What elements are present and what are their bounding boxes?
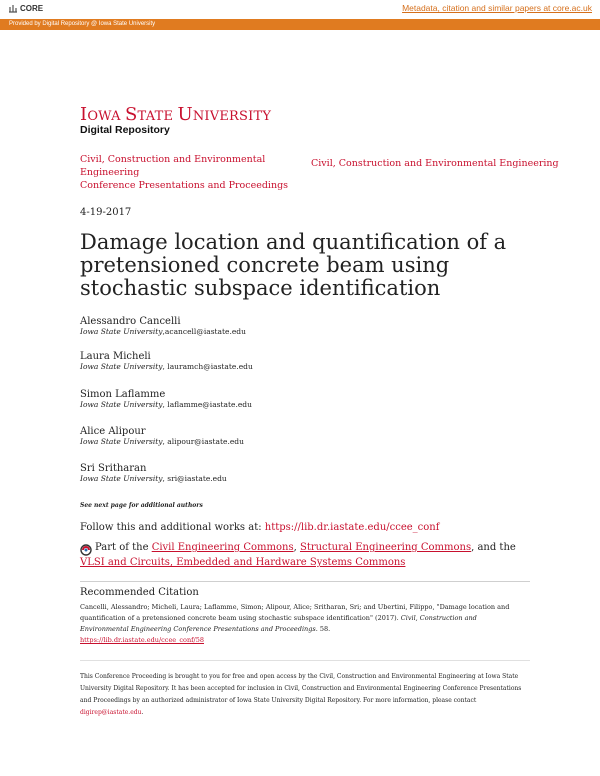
author-block xyxy=(80,426,244,446)
citation-text: Cancelli, Alessandro; Micheli, Laura; Laflamme, Simon; Alipour, Alice; Sritharan, Sri; and Ubertini, Filippo, "Damage location and quantification of a pretensioned concrete beam using stochastic subspace identification" (2017). Civil, Construction and Environmental Engineering Conference Presentations and Proceedings. 58. https://lib.dr.iastate.edu/ccee_conf/58 xyxy=(80,603,510,644)
author-affiliation: Iowa State University, lauramch@iastate.edu xyxy=(80,362,253,371)
author-affiliation: Iowa State University,acancell@iastate.edu xyxy=(80,327,246,336)
core-logo[interactable] xyxy=(8,3,43,13)
author-affiliation: Iowa State University, laflamme@iastate.edu xyxy=(80,400,252,409)
part-of-line: Part of the Civil Engineering Commons, Structural Engineering Commons, and the VLSI and Circuits, Embedded and Hardware Systems Commons xyxy=(80,542,516,568)
footer-text: This Conference Proceeding is brought to you for free and open access by the Civil, Construction and Environmental Engineering at Iowa State University Digital Repository. It has been accepted for inclusion in Civil, Construction and Environmental Engineering Conference Presentations and Proceedings by an authorized administrator of Iowa State University Digital Repository. For more information, please contact digirep@iastate.edu. xyxy=(80,673,522,716)
publication-date: 4-19-2017 xyxy=(80,207,132,218)
follow-link[interactable]: https://lib.dr.iastate.edu/ccee_conf xyxy=(264,522,440,533)
recommended-citation-heading: Recommended Citation xyxy=(80,587,199,598)
footer-divider xyxy=(80,660,530,661)
section-divider xyxy=(80,581,530,582)
see-next-page-note: See next page for additional authors xyxy=(80,502,203,509)
follow-line: Follow this and additional works at: https://lib.dr.iastate.edu/ccee_conf xyxy=(80,522,440,533)
author-name: Simon Laflamme xyxy=(80,389,166,400)
author-name: Alice Alipour xyxy=(80,426,146,437)
author-block xyxy=(80,316,246,336)
series-link-left[interactable]: Civil, Construction and Environmental Engineering Conference Presentations and Proceedings xyxy=(80,154,289,191)
author-block xyxy=(80,389,252,409)
core-metadata-link[interactable]: Metadata, citation and similar papers at core.ac.uk xyxy=(402,3,592,13)
author-affiliation: Iowa State University, alipour@iastate.edu xyxy=(80,437,244,446)
civil-engineering-commons-link[interactable]: Civil Engineering Commons xyxy=(151,542,294,553)
contact-email-link[interactable]: digirep@iastate.edu xyxy=(80,709,142,716)
structural-engineering-commons-link[interactable]: Structural Engineering Commons xyxy=(299,542,472,553)
citation-link[interactable]: https://lib.dr.iastate.edu/ccee_conf/58 xyxy=(80,636,204,644)
provided-by-text: Provided by Digital Repository @ Iowa State University xyxy=(9,21,156,27)
author-block xyxy=(80,463,227,483)
core-logo-icon xyxy=(8,3,18,13)
repository-subtitle: Digital Repository xyxy=(80,124,170,136)
author-name: Sri Sritharan xyxy=(80,463,147,474)
vlsi-commons-link[interactable]: VLSI and Circuits, Embedded and Hardware Systems Commons xyxy=(80,557,406,568)
core-logo-text: CORE xyxy=(20,3,44,13)
author-name: Alessandro Cancelli xyxy=(80,316,181,327)
author-affiliation: Iowa State University, sri@iastate.edu xyxy=(80,474,227,483)
author-block xyxy=(80,351,253,371)
institution-logo[interactable]: IOWA STATE UNIVERSITY xyxy=(80,104,272,125)
author-name: Laura Micheli xyxy=(80,351,151,362)
series-link-right[interactable]: Civil, Construction and Environmental Engineering xyxy=(311,158,559,169)
paper-title: Damage location and quantification of a pretensioned concrete beam using stochastic subspace identification xyxy=(80,230,507,300)
